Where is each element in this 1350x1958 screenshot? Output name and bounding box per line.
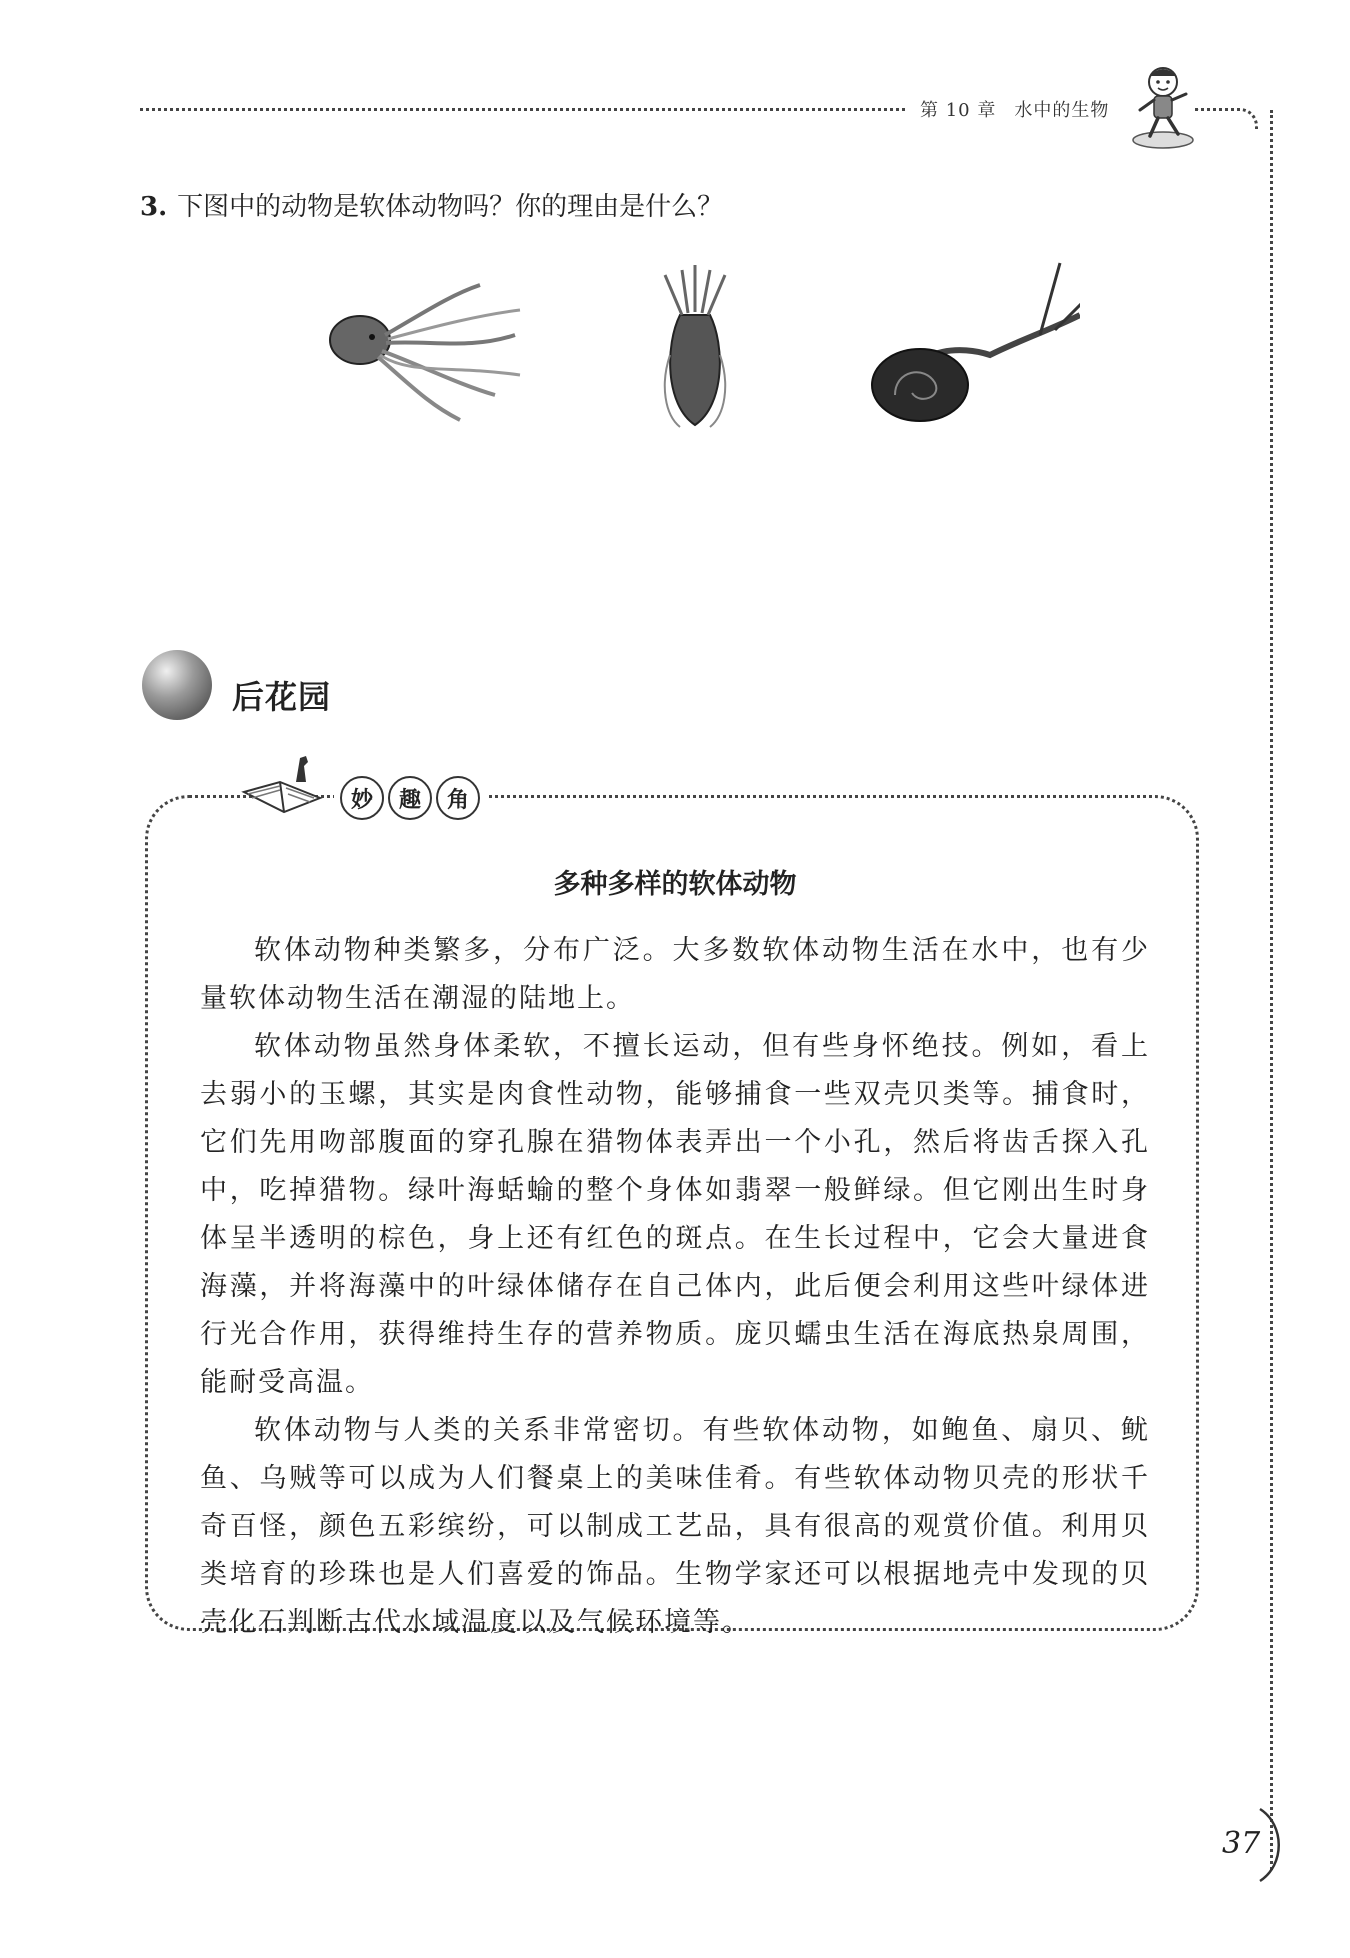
snail-icon <box>872 263 1080 421</box>
fun-corner-char: 角 <box>436 776 480 820</box>
chapter-number: 第 10 章 <box>920 100 997 121</box>
article-paragraph: 软体动物与人类的关系非常密切。有些软体动物，如鲍鱼、扇贝、鱿鱼、乌贼等可以成为人们餐桌上的美味佳肴。有些软体动物贝壳的形状千奇百怪，颜色五彩缤纷，可以制成工艺品，具有很高的观赏价值。利用贝类培育的珍珠也是人们喜爱的饰品。生物学家还可以根据地壳中发现的贝壳化石判断古代水域温度以及气候环境等。 <box>200 1415 1150 1638</box>
chapter-label <box>920 96 1127 122</box>
article-paragraph: 软体动物种类繁多，分布广泛。大多数软体动物生活在水中，也有少量软体动物生活在潮湿的陆地上。 <box>200 935 1150 1014</box>
octopus-icon <box>330 285 520 420</box>
mascot-icon <box>1128 60 1198 150</box>
chapter-title: 水中的生物 <box>1014 100 1110 121</box>
page-number: 37 <box>1222 1826 1261 1861</box>
article-paragraph: 软体动物虽然身体柔软，不擅长运动，但有些身怀绝技。例如，看上去弱小的玉螺，其实是肉食性动物，能够捕食一些双壳贝类等。捕食时，它们先用吻部腹面的穿孔腺在猎物体表弄出一个小孔，然后将齿舌探入孔中，吃掉猎物。绿叶海蛞蝓的整个身体如翡翠一般鲜绿。但它刚出生时身体呈半透明的棕色，身上还有红色的斑点。在生长过程中，它会大量进食海藻，并将海藻中的叶绿体储存在自己体内，此后便会利用这些叶绿体进行光合作用，获得维持生存的营养物质。庞贝蠕虫生活在海底热泉周围，能耐受高温。 <box>200 1031 1150 1398</box>
article-title: 多种多样的软体动物 <box>553 869 797 900</box>
animal-images <box>320 255 1080 435</box>
question-3 <box>140 186 723 223</box>
section-orb-icon <box>142 650 212 720</box>
header-rule-corner <box>1195 108 1258 129</box>
page-frame-rule <box>1270 110 1273 1870</box>
open-book-icon <box>240 752 324 816</box>
question-number: 3. <box>140 192 168 222</box>
fun-corner-char: 趣 <box>388 776 432 820</box>
fun-corner-char: 妙 <box>340 776 384 820</box>
article-body <box>200 927 1150 1647</box>
header-rule <box>140 108 905 111</box>
question-text: 下图中的动物是软体动物吗？你的理由是什么？ <box>177 192 724 222</box>
fun-corner-badge <box>334 776 486 820</box>
section-title: 后花园 <box>232 678 332 716</box>
cuttlefish-icon <box>665 265 725 427</box>
